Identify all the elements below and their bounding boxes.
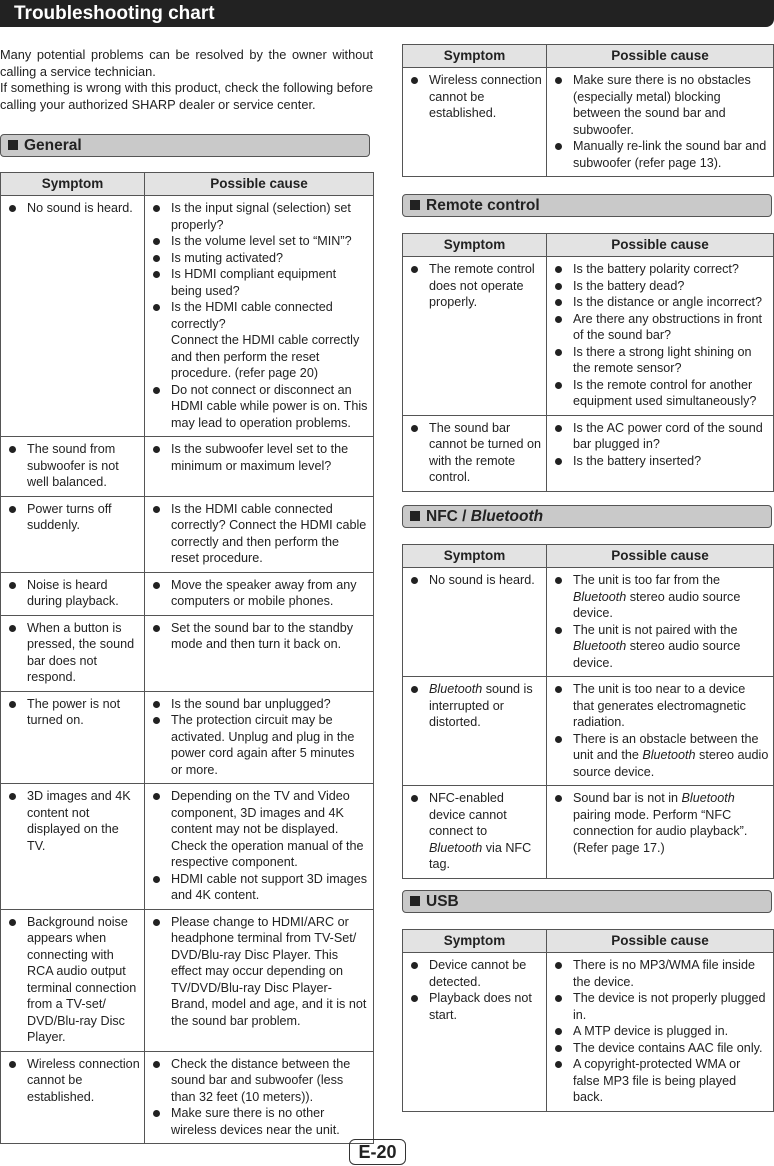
symptom-item: NFC-enabled device cannot connect to Bluetooth via NFC tag. — [409, 790, 542, 873]
symptom-cell — [1, 615, 145, 691]
symptom-cell — [1, 496, 145, 572]
cause-item: There is no MP3/WMA file inside the device. — [553, 957, 769, 990]
section-heading-label: USB — [426, 893, 459, 910]
cause-cell — [547, 568, 774, 677]
symptom-item: Wireless connection cannot be established. — [409, 72, 542, 122]
section-heading-label: NFC / — [426, 508, 471, 525]
cause-item: Is the battery polarity correct? — [553, 261, 769, 278]
table-row — [1, 909, 374, 1051]
symptom-cell — [403, 786, 547, 879]
cause-cell — [547, 68, 774, 177]
symptom-cell — [1, 909, 145, 1051]
section-heading-label: General — [24, 137, 82, 154]
symptom-cell — [1, 437, 145, 497]
cause-item: HDMI cable not support 3D images and 4K content. — [151, 871, 369, 904]
cause-item: Set the sound bar to the standby mode and then turn it back on. — [151, 620, 369, 653]
symptom-item: The power is not turned on. — [7, 696, 140, 729]
cause-item: Sound bar is not in Bluetooth pairing mode. Perform “NFC connection for audio playback”. (Refer page 17.) — [553, 790, 769, 856]
cause-header: Possible cause — [145, 173, 374, 196]
symptom-cell — [1, 784, 145, 910]
symptom-item: Noise is heard during playback. — [7, 577, 140, 610]
cause-item: Is the volume level set to “MIN”? — [151, 233, 369, 250]
square-bullet-icon — [410, 896, 420, 906]
table-row — [1, 691, 374, 784]
table-row — [1, 196, 374, 437]
symptom-item: 3D images and 4K content not displayed on the TV. — [7, 788, 140, 854]
cause-item: The unit is too far from the Bluetooth stereo audio source device. — [553, 572, 769, 622]
intro-text — [0, 47, 373, 113]
symptom-cell — [1, 691, 145, 784]
cause-cell — [145, 572, 374, 615]
table-row — [1, 437, 374, 497]
section-heading-nfc-bluetooth — [402, 505, 772, 528]
cause-item: Is the sound bar unplugged? — [151, 696, 369, 713]
cause-item: Do not connect or disconnect an HDMI cable while power is on. This may lead to operation problems. — [151, 382, 369, 432]
cause-item: Is the input signal (selection) set properly? — [151, 200, 369, 233]
cause-item: Is the remote control for another equipment used simultaneously? — [553, 377, 769, 410]
table-row — [1, 615, 374, 691]
cause-cell — [547, 786, 774, 879]
cause-item: The device contains AAC file only. — [553, 1040, 769, 1057]
table-row — [1, 1051, 374, 1144]
symptom-item: Background noise appears when connecting with RCA audio output terminal connection from a TV-set/ DVD/Blu-ray Disc Player. — [7, 914, 140, 1046]
cause-cell — [547, 257, 774, 416]
cause-cell — [547, 415, 774, 491]
symptom-cell — [403, 677, 547, 786]
cause-header: Possible cause — [547, 930, 774, 953]
symptom-item: Wireless connection cannot be established. — [7, 1056, 140, 1106]
cause-item: Is the distance or angle incorrect? — [553, 294, 769, 311]
usb-table — [402, 929, 774, 1112]
cause-item: Is the subwoofer level set to the minimum or maximum level? — [151, 441, 369, 474]
cause-item: The protection circuit may be activated. Unplug and plug in the power cord again after 5 minutes or more. — [151, 712, 369, 778]
cause-cell — [145, 1051, 374, 1144]
symptom-item: The sound bar cannot be turned on with the remote control. — [409, 420, 542, 486]
symptom-header: Symptom — [403, 930, 547, 953]
table-row — [1, 572, 374, 615]
cause-item: Move the speaker away from any computers or mobile phones. — [151, 577, 369, 610]
cause-item: Please change to HDMI/ARC or headphone terminal from TV-Set/ DVD/Blu-ray Disc Player. This effect may occur depending on TV/DVD/Blu-ray Disc Player-Brand, model and age, and it is not the sound bar problem. — [151, 914, 369, 1030]
section-heading-label: Remote control — [426, 197, 540, 214]
symptom-cell — [403, 953, 547, 1112]
square-bullet-icon — [410, 200, 420, 210]
cause-header: Possible cause — [547, 45, 774, 68]
symptom-cell — [403, 257, 547, 416]
cause-item: Make sure there is no obstacles (especially metal) blocking between the sound bar and subwoofer. — [553, 72, 769, 138]
cause-item: Is the HDMI cable connected correctly? Connect the HDMI cable correctly and then perform the reset procedure. — [151, 501, 369, 567]
general-cont-table — [402, 44, 774, 177]
symptom-item: Playback does not start. — [409, 990, 542, 1023]
table-row — [1, 784, 374, 910]
symptom-header: Symptom — [403, 545, 547, 568]
symptom-item: The remote control does not operate properly. — [409, 261, 542, 311]
table-row — [403, 68, 774, 177]
cause-cell — [547, 953, 774, 1112]
table-row — [403, 786, 774, 879]
cause-item: Is HDMI compliant equipment being used? — [151, 266, 369, 299]
symptom-header: Symptom — [1, 173, 145, 196]
cause-cell — [547, 677, 774, 786]
cause-cell — [145, 615, 374, 691]
table-row — [403, 677, 774, 786]
intro-paragraph-2: If something is wrong with this product, check the following before calling your authorized SHARP dealer or service center. — [0, 80, 373, 112]
cause-item: There is an obstacle between the unit and the Bluetooth stereo audio source device. — [553, 731, 769, 781]
cause-item: Is the HDMI cable connected correctly? Connect the HDMI cable correctly and then perform the reset procedure. (refer page 20) — [151, 299, 369, 382]
section-heading-general — [0, 134, 370, 157]
cause-item: Is there a strong light shining on the remote sensor? — [553, 344, 769, 377]
table-row — [1, 496, 374, 572]
cause-item: Is muting activated? — [151, 250, 369, 267]
cause-cell — [145, 196, 374, 437]
cause-item: Is the battery inserted? — [553, 453, 769, 470]
symptom-item: Bluetooth sound is interrupted or distorted. — [409, 681, 542, 731]
square-bullet-icon — [8, 140, 18, 150]
symptom-cell — [403, 415, 547, 491]
intro-paragraph-1: Many potential problems can be resolved by the owner without calling a service technician. — [0, 47, 373, 79]
cause-item: Manually re-link the sound bar and subwoofer (refer page 13). — [553, 138, 769, 171]
symptom-item: No sound is heard. — [409, 572, 542, 589]
nfc-bluetooth-table — [402, 544, 774, 879]
general-table — [0, 172, 374, 1144]
cause-cell — [145, 909, 374, 1051]
cause-item: A copyright-protected WMA or false MP3 file is being played back. — [553, 1056, 769, 1106]
page-title: Troubleshooting chart — [14, 3, 215, 24]
cause-item: Is the battery dead? — [553, 278, 769, 295]
symptom-item: When a button is pressed, the sound bar does not respond. — [7, 620, 140, 686]
section-heading-remote-control — [402, 194, 772, 217]
cause-item: Are there any obstructions in front of the sound bar? — [553, 311, 769, 344]
table-row — [403, 568, 774, 677]
cause-header: Possible cause — [547, 234, 774, 257]
page-number: E-20 — [349, 1139, 406, 1165]
cause-cell — [145, 691, 374, 784]
cause-cell — [145, 437, 374, 497]
symptom-item: No sound is heard. — [7, 200, 140, 217]
cause-item: Make sure there is no other wireless devices near the unit. — [151, 1105, 369, 1138]
symptom-cell — [1, 196, 145, 437]
table-row — [403, 257, 774, 416]
cause-cell — [145, 784, 374, 910]
symptom-cell — [403, 68, 547, 177]
remote-control-table — [402, 233, 774, 492]
page-header-bar — [0, 0, 774, 27]
symptom-item: The sound from subwoofer is not well balanced. — [7, 441, 140, 491]
cause-item: The device is not properly plugged in. — [553, 990, 769, 1023]
symptom-item: Power turns off suddenly. — [7, 501, 140, 534]
cause-item: Is the AC power cord of the sound bar plugged in? — [553, 420, 769, 453]
table-row — [403, 953, 774, 1112]
section-heading-usb — [402, 890, 772, 913]
symptom-header: Symptom — [403, 45, 547, 68]
cause-cell — [145, 496, 374, 572]
cause-header: Possible cause — [547, 545, 774, 568]
square-bullet-icon — [410, 511, 420, 521]
cause-item: Check the distance between the sound bar and subwoofer (less than 32 feet (10 meters)). — [151, 1056, 369, 1106]
symptom-cell — [1, 1051, 145, 1144]
section-heading-italic: Bluetooth — [470, 508, 544, 525]
symptom-header: Symptom — [403, 234, 547, 257]
table-row — [403, 415, 774, 491]
cause-item: Depending on the TV and Video component, 3D images and 4K content may not be displayed. Check the operation manual of the respective component. — [151, 788, 369, 871]
cause-item: A MTP device is plugged in. — [553, 1023, 769, 1040]
symptom-cell — [403, 568, 547, 677]
cause-item: The unit is not paired with the Bluetooth stereo audio source device. — [553, 622, 769, 672]
cause-item: The unit is too near to a device that generates electromagnetic radiation. — [553, 681, 769, 731]
symptom-item: Device cannot be detected. — [409, 957, 542, 990]
symptom-cell — [1, 572, 145, 615]
